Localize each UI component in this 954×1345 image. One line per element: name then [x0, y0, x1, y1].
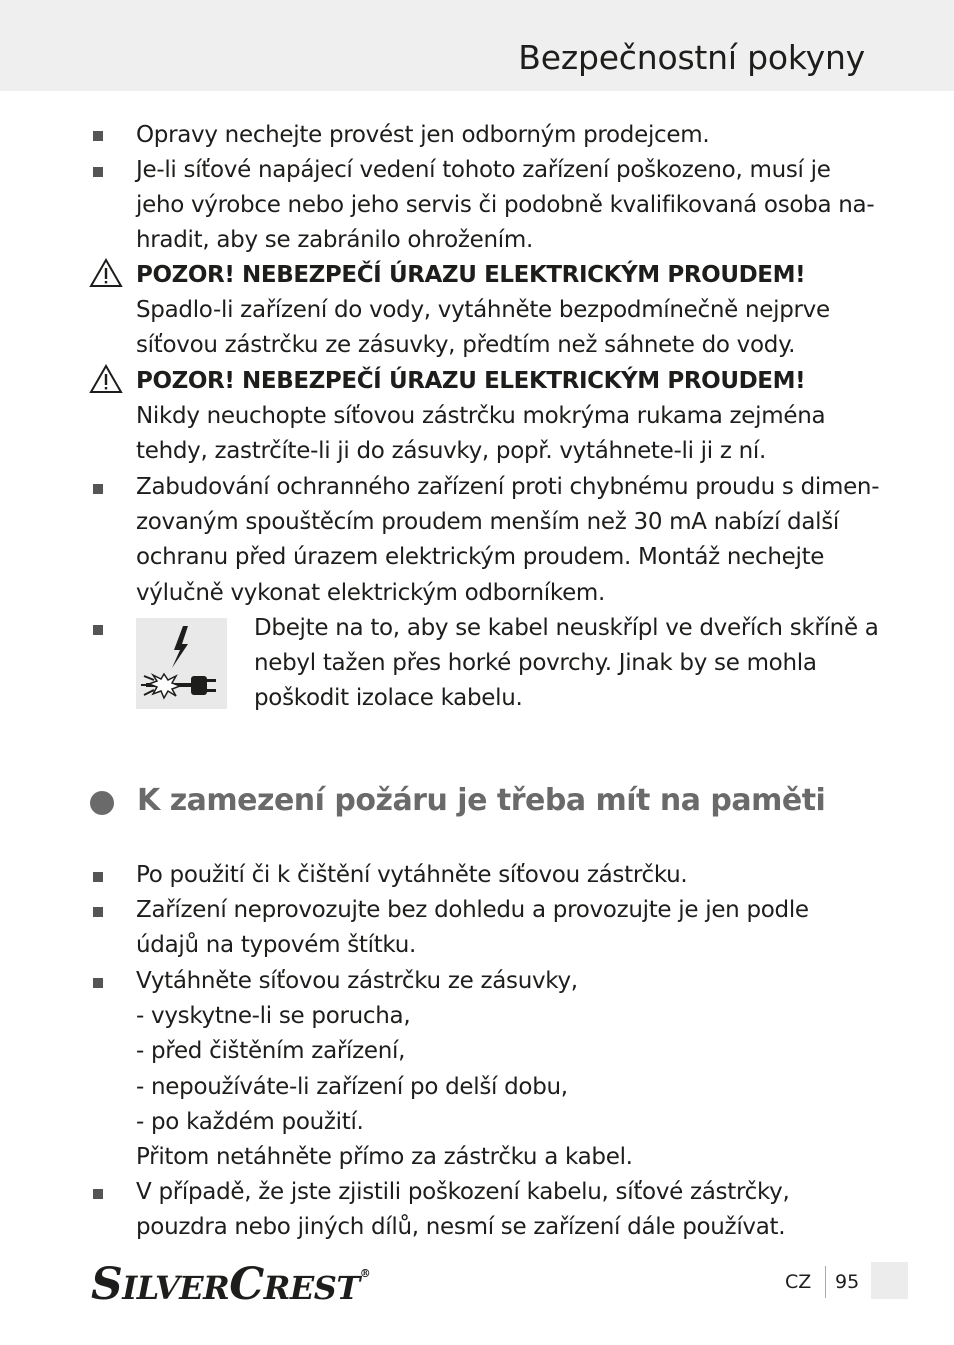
warning-line: tehdy, zastrčíte-li ji do zásuvky, popř. vytáhnete-li ji z ní. [136, 438, 767, 465]
sub-list-item: - nepoužíváte-li zařízení po delší dobu, [136, 1073, 568, 1100]
warning-line: Spadlo-li zařízení do vody, vytáhněte bezpodmínečně nejprve [136, 297, 830, 324]
list-item-line: zovaným spouštěcím proudem menším než 30 mA nabízí další [136, 509, 840, 536]
page-title: Bezpečnostní pokyny [518, 38, 865, 77]
list-item-line: Zařízení neprovozujte bez dohledu a provozujte je jen podle [136, 897, 809, 923]
list-item-line: poškodit izolace kabelu. [254, 685, 523, 712]
cable-damage-icon [136, 618, 227, 709]
square-bullet-icon [93, 167, 103, 177]
section-bullet-icon [90, 791, 114, 815]
list-item-line: hradit, aby se zabránilo ohrožením. [136, 227, 533, 254]
warning-title: POZOR! NEBEZPEČÍ ÚRAZU ELEKTRICKÝM PROUDEM! [136, 262, 806, 288]
square-bullet-icon [93, 872, 103, 882]
list-item-line: jeho výrobce nebo jeho servis či podobně kvalifikovaná osoba na- [136, 192, 875, 219]
sub-list-item: - po každém použití. [136, 1108, 364, 1135]
page-number: 95 [835, 1271, 860, 1293]
square-bullet-icon [93, 131, 103, 141]
list-item-line: ochranu před úrazem elektrickým proudem. Montáž nechejte [136, 544, 825, 571]
silvercrest-logo: SILVERCREST® [91, 1259, 371, 1310]
list-item-line: Po použití či k čištění vytáhněte síťovou zástrčku. [136, 862, 688, 888]
footer-divider [825, 1266, 826, 1298]
list-item-line: V případě, že jste zjistili poškození kabelu, síťové zástrčky, [136, 1179, 790, 1205]
list-item-line: Přitom netáhněte přímo za zástrčku a kabel. [136, 1144, 633, 1171]
warning-triangle-icon [89, 258, 123, 288]
warning-title: POZOR! NEBEZPEČÍ ÚRAZU ELEKTRICKÝM PROUDEM! [136, 368, 806, 394]
list-item-line: Dbejte na to, aby se kabel neuskřípl ve dveřích skříně a [254, 615, 879, 641]
page-header [0, 0, 954, 91]
warning-line: Nikdy neuchopte síťovou zástrčku mokrýma rukama zejména [136, 403, 826, 430]
section-heading: K zamezení požáru je třeba mít na paměti [137, 783, 826, 818]
list-item-line: Je-li síťové napájecí vedení tohoto zařízení poškozeno, musí je [136, 157, 831, 183]
square-bullet-icon [93, 1189, 103, 1199]
list-item-line: Opravy nechejte provést jen odborným prodejcem. [136, 122, 710, 148]
sub-list-item: - před čištěním zařízení, [136, 1038, 406, 1065]
warning-line: síťovou zástrčku ze zásuvky, předtím než sáhnete do vody. [136, 332, 796, 359]
list-item-line: údajů na typovém štítku. [136, 932, 417, 959]
language-code: CZ [785, 1271, 812, 1293]
square-bullet-icon [93, 907, 103, 917]
square-bullet-icon [93, 625, 103, 635]
list-item-line: Zabudování ochranného zařízení proti chybnému proudu s dimen- [136, 474, 880, 500]
list-item-line: výlučně vykonat elektrickým odborníkem. [136, 579, 606, 606]
sub-list-item: - vyskytne-li se porucha, [136, 1003, 411, 1030]
list-item-line: nebyl tažen přes horké povrchy. Jinak by se mohla [254, 650, 817, 677]
warning-triangle-icon [89, 364, 123, 394]
page-tab-marker [871, 1262, 908, 1299]
square-bullet-icon [93, 978, 103, 988]
square-bullet-icon [93, 484, 103, 494]
list-item-line: Vytáhněte síťovou zástrčku ze zásuvky, [136, 968, 578, 994]
list-item-line: pouzdra nebo jiných dílů, nesmí se zařízení dále používat. [136, 1214, 786, 1241]
